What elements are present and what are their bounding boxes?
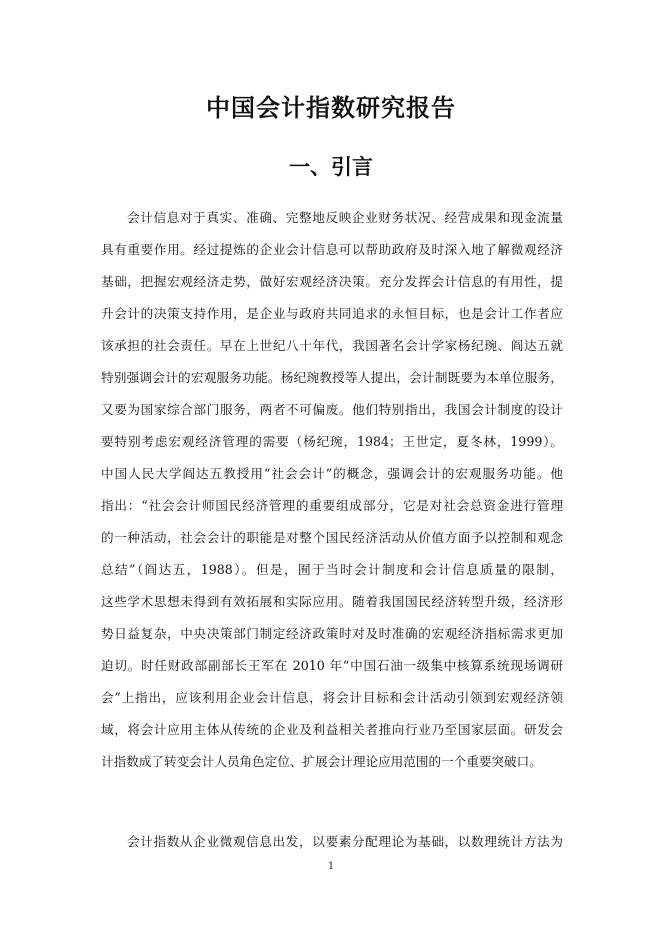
text-line: 总结”（阎达五，1988）。但是，囿于当时会计制度和会计信息质量的限制，: [101, 562, 563, 577]
section-heading: 一、引言: [289, 155, 373, 179]
text-line: 会计指数从企业微观信息出发，以要素分配理论为基础，以数理统计方法为: [127, 834, 563, 849]
text-line: 特别强调会计的宏观服务功能。杨纪琬教授等人提出，会计制既要为本单位服务，: [101, 370, 563, 385]
text-line: 会计信息对于真实、准确、完整地反映企业财务状况、经营成果和现金流量: [127, 210, 563, 225]
text-line: 具有重要作用。经过提炼的企业会计信息可以帮助政府及时深入地了解微观经济: [101, 242, 563, 257]
document-title: 中国会计指数研究报告: [206, 94, 456, 122]
text-line: 势日益复杂，中央决策部门制定经济政策时对及时准确的宏观经济指标需求更加: [101, 626, 563, 641]
text-line: 这些学术思想未得到有效拓展和实际应用。随着我国国民经济转型升级，经济形: [101, 594, 563, 609]
body-paragraph-1: [101, 202, 563, 778]
text-line: 的一种活动，社会会计的职能是对整个国民经济活动从价值方面予以控制和观念: [101, 530, 563, 545]
text-line: 要特别考虑宏观经济管理的需要（杨纪琬，1984；王世定，夏冬林，1999）。: [101, 434, 563, 449]
text-line: 基础，把握宏观经济走势，做好宏观经济决策。充分发挥会计信息的有用性，提: [101, 274, 563, 289]
text-line: 域，将会计应用主体从传统的企业及利益相关者推向行业乃至国家层面。研发会: [101, 722, 563, 737]
text-line: 会”上指出，应该利用企业会计信息，将会计目标和会计活动引领到宏观经济领: [101, 690, 563, 705]
body-paragraph-2: [101, 826, 563, 858]
text-line: 指出：“社会会计师国民经济管理的重要组成部分，它是对社会总资金进行管理: [101, 498, 563, 513]
text-line: 该承担的社会责任。早在上世纪八十年代，我国著名会计学家杨纪琬、阎达五就: [101, 338, 563, 353]
text-line: 又要为国家综合部门服务，两者不可偏废。他们特别指出，我国会计制度的设计: [101, 402, 563, 417]
text-line: 中国人民大学阎达五教授用“社会会计”的概念，强调会计的宏观服务功能。他: [101, 466, 563, 481]
text-line: 计指数成了转变会计人员角色定位、扩展会计理论应用范围的一个重要突破口。: [101, 754, 542, 769]
page-number: 1: [327, 861, 335, 872]
text-line: 迫切。时任财政部副部长王军在 2010 年“中国石油一级集中核算系统现场调研: [101, 658, 563, 673]
text-line: 升会计的决策支持作用，是企业与政府共同追求的永恒目标，也是会计工作者应: [101, 306, 563, 321]
